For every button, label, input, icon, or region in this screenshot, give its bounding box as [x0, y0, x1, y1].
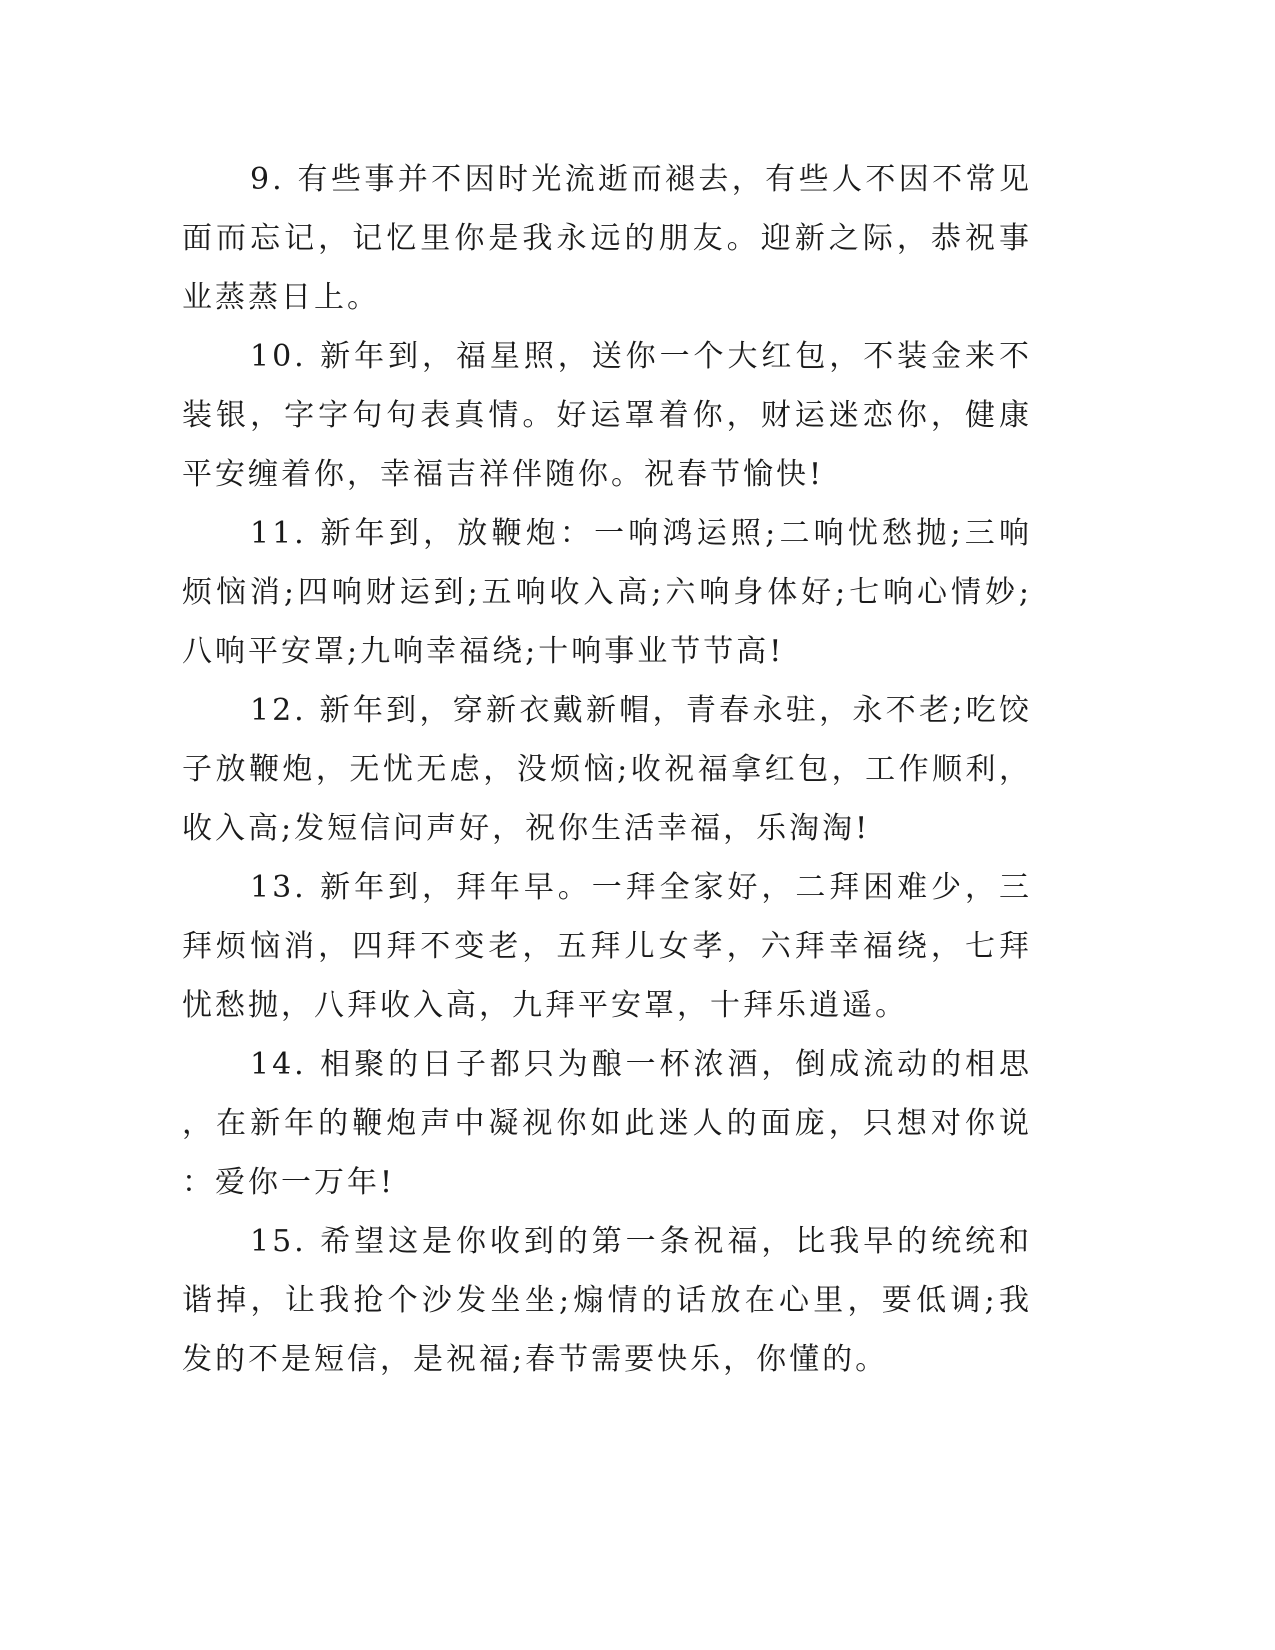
paragraph-13: 13. 新年到，拜年早。一拜全家好，二拜困难少，三拜烦恼消，四拜不变老，五拜儿女孝，六拜幸福绕，七拜忧愁抛，八拜收入高，九拜平安罩，十拜乐逍遥。 [182, 870, 1032, 1023]
paragraph-12: 12. 新年到，穿新衣戴新帽，青春永驻，永不老;吃饺子放鞭炮，无忧无虑，没烦恼;收祝福拿红包，工作顺利，收入高;发短信问声好，祝你生活幸福，乐淘淘! [182, 693, 1032, 846]
paragraph-11: 11. 新年到，放鞭炮：一响鸿运照;二响忧愁抛;三响烦恼消;四响财运到;五响收入高;六响身体好;七响心情妙;八响平安罩;九响幸福绕;十响事业节节高! [182, 516, 1032, 669]
paragraph-9: 9. 有些事并不因时光流逝而褪去，有些人不因不常见面而忘记，记忆里你是我永远的朋友。迎新之际，恭祝事业蒸蒸日上。 [182, 162, 1032, 315]
paragraph-15: 15. 希望这是你收到的第一条祝福，比我早的统统和谐掉，让我抢个沙发坐坐;煽情的话放在心里，要低调;我发的不是短信，是祝福;春节需要快乐，你懂的。 [182, 1224, 1032, 1377]
paragraph-10: 10. 新年到，福星照，送你一个大红包，不装金来不装银，字字句句表真情。好运罩着你，财运迷恋你，健康平安缠着你，幸福吉祥伴随你。祝春节愉快! [182, 339, 1032, 492]
document-body [182, 150, 1032, 1389]
paragraph-14: 14. 相聚的日子都只为酿一杯浓酒，倒成流动的相思，在新年的鞭炮声中凝视你如此迷人的面庞，只想对你说：爱你一万年! [182, 1047, 1032, 1200]
